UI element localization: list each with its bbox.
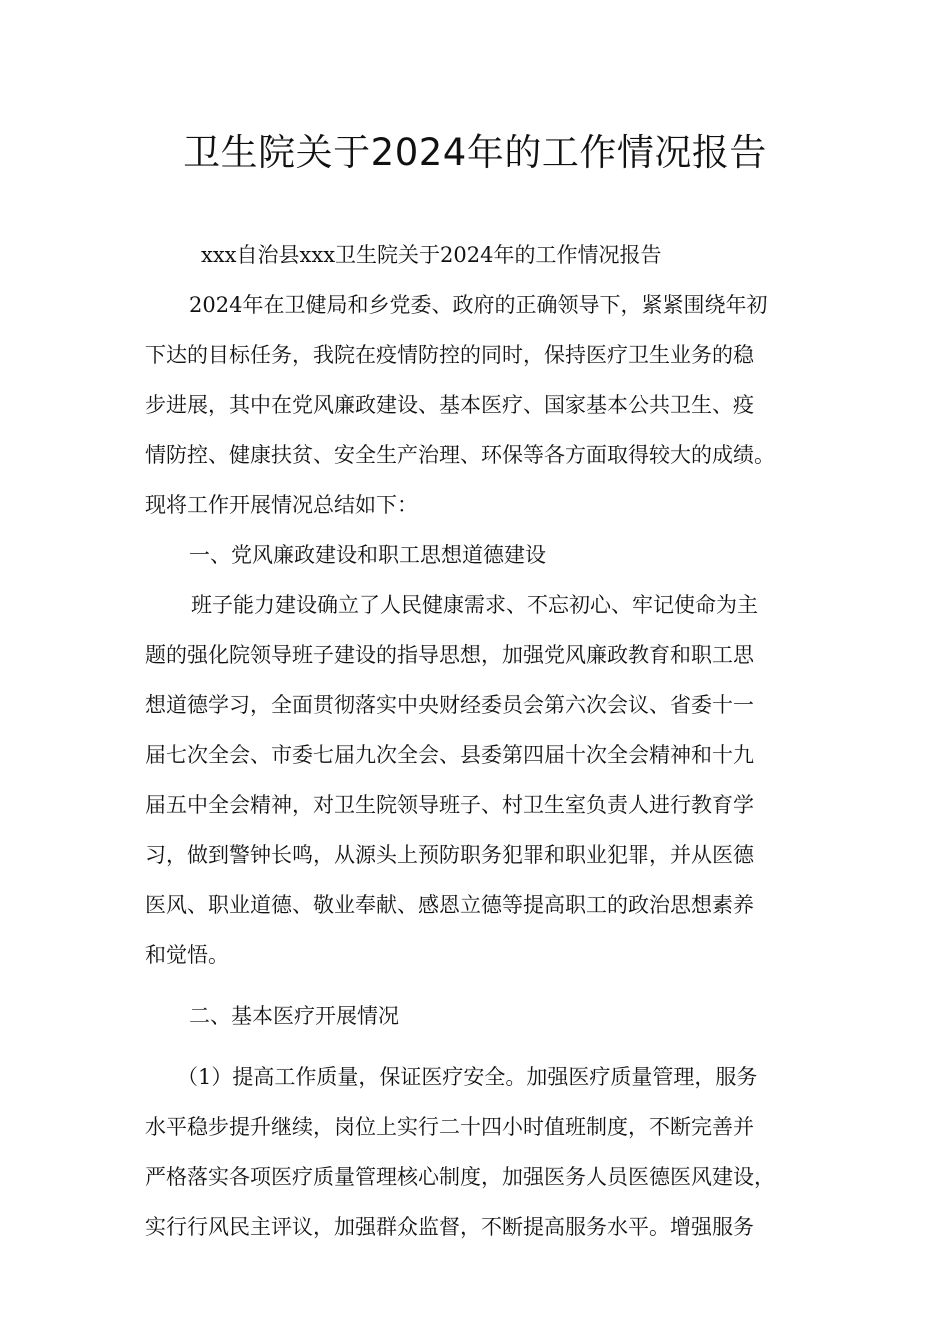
paragraph-line: 步进展，其中在党风廉政建设、基本医疗、国家基本公共卫生、疫 [145, 393, 754, 417]
subtitle-line: xxx自治县xxx卫生院关于2024年的工作情况报告 [201, 243, 662, 267]
paragraph-line: 医风、职业道德、敬业奉献、感恩立德等提高职工的政治思想素养 [145, 893, 754, 917]
paragraph-line: 2024年在卫健局和乡党委、政府的正确领导下，紧紧围绕年初 [189, 293, 768, 317]
paragraph-line: 题的强化院领导班子建设的指导思想，加强党风廉政教育和职工思 [145, 643, 754, 667]
paragraph-line: 现将工作开展情况总结如下： [145, 493, 418, 517]
document-title: 卫生院关于2024年的工作情况报告 [183, 131, 767, 174]
paragraph-line: 班子能力建设确立了人民健康需求、不忘初心、牢记使命为主 [191, 593, 758, 617]
paragraph-line: 习，做到警钟长鸣，从源头上预防职务犯罪和职业犯罪，并从医德 [145, 843, 754, 867]
section-heading: 一、党风廉政建设和职工思想道德建设 [189, 543, 546, 567]
paragraph-line: 和觉悟。 [145, 943, 229, 967]
paragraph-line: 严格落实各项医疗质量管理核心制度，加强医务人员医德医风建设， [145, 1165, 775, 1189]
paragraph-line: 想道德学习，全面贯彻落实中央财经委员会第六次会议、省委十一 [145, 693, 754, 717]
document-body [145, 230, 813, 1252]
paragraph-gap [145, 1041, 813, 1052]
paragraph-line: 下达的目标任务，我院在疫情防控的同时，保持医疗卫生业务的稳 [145, 343, 754, 367]
paragraph-line: 届七次全会、市委七届九次全会、县委第四届十次全会精神和十九 [145, 743, 754, 767]
paragraph-line: 届五中全会精神，对卫生院领导班子、村卫生室负责人进行教育学 [145, 793, 754, 817]
paragraph-line: 实行行风民主评议，加强群众监督，不断提高服务水平。增强服务 [145, 1215, 754, 1239]
section-heading: 二、基本医疗开展情况 [189, 1004, 399, 1028]
paragraph-line: 水平稳步提升继续，岗位上实行二十四小时值班制度，不断完善并 [145, 1115, 754, 1139]
paragraph-line: 情防控、健康扶贫、安全生产治理、环保等各方面取得较大的成绩。 [145, 443, 775, 467]
paragraph-gap [145, 980, 813, 991]
paragraph-line: （1）提高工作质量，保证医疗安全。加强医疗质量管理，服务 [177, 1065, 758, 1089]
